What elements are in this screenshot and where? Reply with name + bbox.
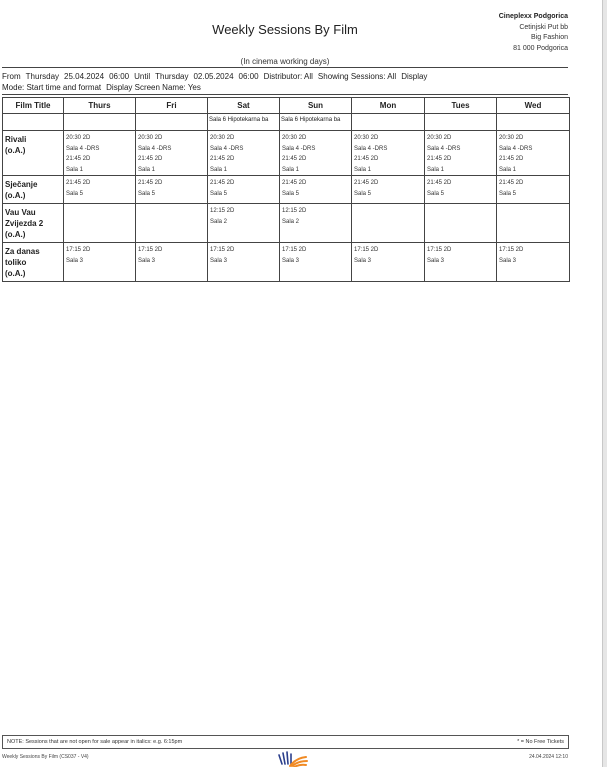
film-title-line: toliko: [5, 258, 27, 267]
session-screen: Sala 1: [427, 166, 445, 173]
note-text: [352, 114, 424, 117]
filter-from-label: From: [2, 72, 21, 81]
session-time: 20:30 2D: [282, 135, 307, 141]
session-time: 21:45 2D: [427, 180, 452, 186]
session-cell-sun: [280, 176, 352, 204]
session-cell-mon: [352, 131, 425, 176]
session-screen: Sala 3: [282, 257, 300, 264]
session-screen: Sala 1: [499, 166, 517, 173]
session-screen: Sala 3: [499, 257, 517, 264]
session-time: 12:15 2D: [210, 208, 235, 214]
filter-from-time: 06:00: [109, 72, 130, 81]
table-header-row: [3, 98, 570, 114]
filter-showing-sessions: Showing Sessions: All: [317, 72, 397, 81]
session-cell-fri: [136, 243, 208, 282]
table-row: [3, 204, 570, 243]
session-time: 17:15 2D: [354, 247, 379, 253]
company-block: [499, 12, 568, 54]
filter-until-day: Thursday: [155, 72, 189, 81]
session-time: 12:15 2D: [282, 208, 307, 214]
session-cell-sun: [280, 243, 352, 282]
session-screen: Sala 1: [282, 166, 300, 173]
session-screen: Sala 5: [138, 190, 156, 197]
column-header-thurs: Thurs: [64, 98, 136, 114]
session-screen: Sala 4 -DRS: [427, 145, 461, 152]
filter-distributor: Distributor: All: [263, 72, 313, 81]
session-time: 21:45 2D: [354, 180, 379, 186]
note-text: Sala 6 Hipotekarna ba: [281, 117, 341, 123]
session-time: 21:45 2D: [210, 156, 235, 162]
column-header-fri: Fri: [136, 98, 208, 114]
column-header-sun: Sun: [280, 98, 352, 114]
session-time: 21:45 2D: [66, 156, 91, 162]
session-cell-mon: [352, 243, 425, 282]
filter-line-1: [2, 71, 432, 82]
session-screen: Sala 5: [354, 190, 372, 197]
note-text: [497, 114, 569, 117]
column-header-mon: Mon: [352, 98, 425, 114]
session-cell-tues: [425, 131, 497, 176]
note-text: [136, 114, 207, 117]
session-cell-thurs: [64, 176, 136, 204]
session-screen: Sala 3: [427, 257, 445, 264]
note-cell: [136, 114, 208, 131]
filter-display-screen-name: Display Screen Name: Yes: [106, 83, 201, 92]
session-cell-wed: [497, 204, 570, 243]
session-cell-tues: [425, 176, 497, 204]
session-time: 20:30 2D: [427, 135, 452, 141]
session-cell-thurs: [64, 243, 136, 282]
session-time: 21:45 2D: [138, 156, 163, 162]
table-row: [3, 176, 570, 204]
film-title-line: (o.A.): [5, 146, 26, 155]
session-screen: Sala 4 -DRS: [354, 145, 388, 152]
note-cell: [425, 114, 497, 131]
company-address-line-2: Big Fashion: [531, 34, 568, 41]
column-header-film-title: Film Title: [3, 98, 64, 114]
film-title-cell: [3, 243, 64, 282]
note-cell: [208, 114, 280, 131]
filter-from-day: Thursday: [25, 72, 60, 81]
session-time: 21:45 2D: [282, 156, 307, 162]
filter-until-date: 02.05.2024: [193, 72, 234, 81]
session-time: 21:45 2D: [354, 156, 379, 162]
session-screen: Sala 1: [66, 166, 84, 173]
note-cell: [280, 114, 352, 131]
session-screen: Sala 3: [210, 257, 228, 264]
note-cell: [352, 114, 425, 131]
session-cell-sat: [208, 131, 280, 176]
session-cell-sat: [208, 243, 280, 282]
sessions-table: [2, 97, 570, 282]
session-time: 17:15 2D: [210, 247, 235, 253]
report-subtitle: (In cinema working days): [240, 57, 330, 66]
filter-line-2: [2, 82, 432, 93]
column-header-sat: Sat: [208, 98, 280, 114]
footer-note-box: [2, 735, 569, 749]
session-screen: Sala 5: [282, 190, 300, 197]
session-screen: Sala 1: [210, 166, 228, 173]
session-time: 17:15 2D: [138, 247, 163, 253]
session-screen: Sala 4 -DRS: [282, 145, 316, 152]
session-time: 17:15 2D: [499, 247, 524, 253]
session-screen: Sala 3: [66, 257, 84, 264]
session-cell-sat: [208, 176, 280, 204]
session-cell-tues: [425, 204, 497, 243]
screen-note-row: [3, 114, 570, 131]
film-title-line: Zvijezda 2: [5, 219, 44, 228]
session-cell-wed: [497, 176, 570, 204]
film-title-line: Sječanje: [5, 180, 38, 189]
session-cell-thurs: [64, 131, 136, 176]
session-cell-sat: [208, 204, 280, 243]
session-cell-thurs: [64, 204, 136, 243]
session-cell-fri: [136, 176, 208, 204]
company-name: Cineplexx Podgorica: [498, 13, 568, 20]
session-cell-mon: [352, 204, 425, 243]
session-screen: Sala 4 -DRS: [499, 145, 533, 152]
film-title-line: Vau Vau: [5, 208, 36, 217]
film-title-cell: [3, 176, 64, 204]
report-title: Weekly Sessions By Film: [212, 22, 358, 37]
session-time: 20:30 2D: [354, 135, 379, 141]
session-cell-fri: [136, 131, 208, 176]
film-title-cell: [3, 204, 64, 243]
session-screen: Sala 5: [427, 190, 445, 197]
note-text: [3, 114, 63, 117]
session-time: 21:45 2D: [499, 156, 524, 162]
session-cell-tues: [425, 243, 497, 282]
session-time: 17:15 2D: [282, 247, 307, 253]
filter-until-label: Until: [134, 72, 151, 81]
session-time: 21:45 2D: [499, 180, 524, 186]
session-screen: Sala 1: [354, 166, 372, 173]
session-time: 20:30 2D: [66, 135, 91, 141]
session-time: 20:30 2D: [138, 135, 163, 141]
note-text: [425, 114, 496, 117]
session-cell-sun: [280, 131, 352, 176]
session-screen: Sala 3: [138, 257, 156, 264]
filter-rule: [2, 94, 568, 95]
film-title-line: (o.A.): [5, 269, 26, 278]
session-time: 17:15 2D: [66, 247, 91, 253]
table-row: [3, 131, 570, 176]
film-title-cell: [3, 131, 64, 176]
printed-timestamp: 24.04.2024 12:10: [529, 754, 568, 760]
filter-display-label: Display: [401, 72, 428, 81]
note-text: Sala 6 Hipotekarna ba: [209, 117, 269, 123]
filter-until-time: 06:00: [238, 72, 259, 81]
session-time: 17:15 2D: [427, 247, 452, 253]
footer-legend: * = No Free Tickets: [517, 739, 564, 745]
filter-from-date: 25.04.2024: [64, 72, 105, 81]
session-screen: Sala 3: [354, 257, 372, 264]
header-rule: [2, 67, 568, 68]
session-time: 20:30 2D: [210, 135, 235, 141]
session-screen: Sala 4 -DRS: [66, 145, 100, 152]
vista-hands-logo-icon: [276, 749, 310, 767]
session-time: 21:45 2D: [282, 180, 307, 186]
session-time: 20:30 2D: [499, 135, 524, 141]
filter-mode: Mode: Start time and format: [2, 83, 102, 92]
footer-note: NOTE: Sessions that are not open for sale appear in italics: e.g. 6:15pm: [7, 739, 183, 745]
session-screen: Sala 2: [210, 218, 228, 225]
session-time: 21:45 2D: [210, 180, 235, 186]
note-text: [64, 114, 135, 117]
logo-blue-hand: [279, 752, 291, 764]
session-screen: Sala 5: [66, 190, 84, 197]
company-address-line-1: Cetinjski Put bb: [519, 23, 568, 31]
logo-orange-hand: [290, 757, 307, 767]
filter-summary: [2, 71, 432, 93]
note-cell: [64, 114, 136, 131]
session-time: 21:45 2D: [427, 156, 452, 162]
session-cell-wed: [497, 131, 570, 176]
note-cell: [497, 114, 570, 131]
session-screen: Sala 5: [499, 190, 517, 197]
session-screen: Sala 4 -DRS: [210, 145, 244, 152]
session-screen: Sala 5: [210, 190, 228, 197]
film-title-line: (o.A.): [5, 230, 26, 239]
company-address-line-3: 81 000 Podgorica: [513, 44, 568, 52]
session-cell-sun: [280, 204, 352, 243]
film-title-line: (o.A.): [5, 191, 26, 200]
session-screen: Sala 4 -DRS: [138, 145, 172, 152]
session-screen: Sala 2: [282, 218, 300, 225]
note-cell: [3, 114, 64, 131]
page-edge-shadow: [603, 0, 607, 767]
session-time: 21:45 2D: [138, 180, 163, 186]
session-cell-mon: [352, 176, 425, 204]
table-row: [3, 243, 570, 282]
session-cell-fri: [136, 204, 208, 243]
film-title-line: Za danas: [5, 247, 40, 256]
session-time: 21:45 2D: [66, 180, 91, 186]
column-header-tues: Tues: [425, 98, 497, 114]
report-id: Weekly Sessions By Film (CS037 - V4): [2, 754, 89, 760]
session-screen: Sala 1: [138, 166, 156, 173]
film-title-line: Rivali: [5, 135, 27, 144]
column-header-wed: Wed: [497, 98, 570, 114]
session-cell-wed: [497, 243, 570, 282]
